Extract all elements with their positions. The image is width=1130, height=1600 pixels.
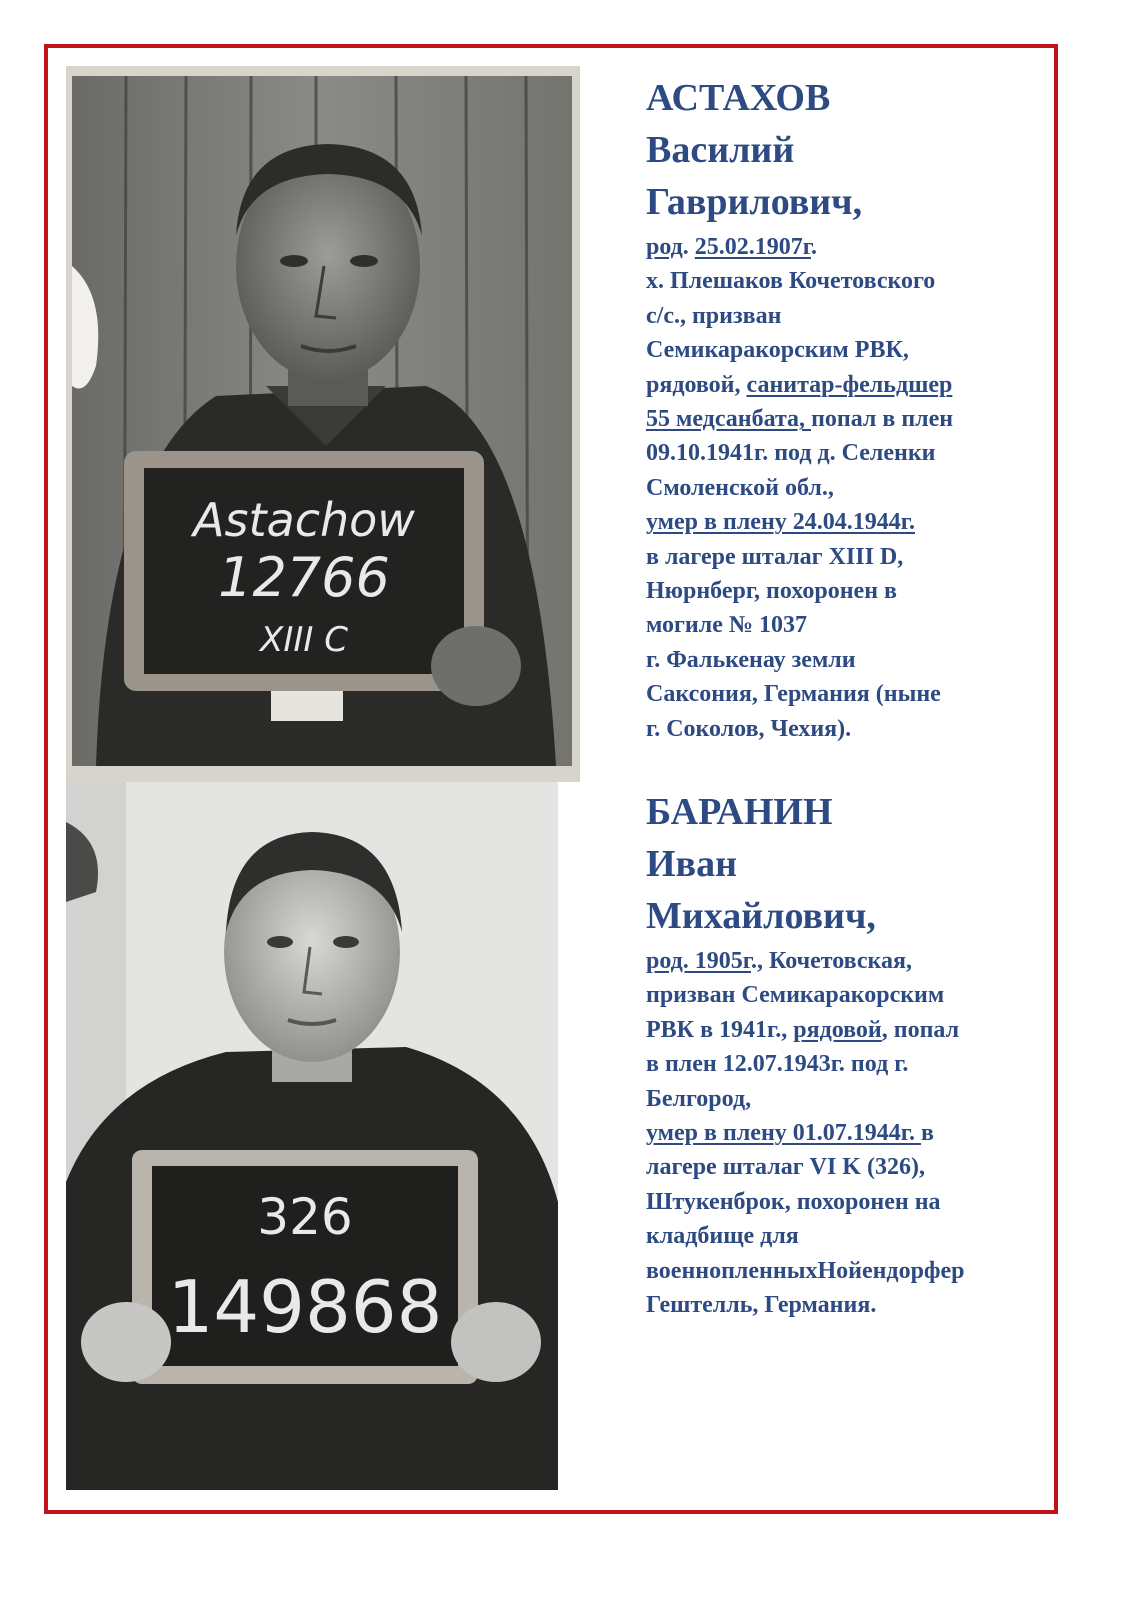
detail-line	[646, 677, 1046, 711]
detail-text: Саксония, Германия (ныне	[646, 681, 941, 708]
patronymic: Михайлович,	[646, 895, 876, 937]
prisoner-photo-astakhov	[66, 66, 580, 782]
detail-text: .	[682, 234, 695, 260]
entry-astakhov	[646, 72, 1046, 746]
detail-text: могиле № 1037	[646, 612, 807, 639]
underlined-text: род	[646, 234, 683, 260]
detail-line	[646, 333, 1046, 367]
detail-text: Гештелль, Германия.	[646, 1292, 877, 1319]
detail-line	[646, 540, 1046, 574]
detail-line	[646, 643, 1046, 677]
detail-line	[646, 1116, 1046, 1150]
first-name: Иван	[646, 843, 737, 885]
detail-line	[646, 436, 1046, 470]
underlined-text: умер в плену 01.07.1944г.	[646, 1120, 921, 1147]
detail-text: в плен 12.07.1943г. под г.	[646, 1051, 909, 1078]
detail-text: , попал	[881, 1016, 960, 1043]
detail-line	[646, 299, 1046, 333]
detail-line	[646, 368, 1046, 402]
prisoner-photo-baranin	[66, 782, 558, 1490]
detail-text: Штукенброк, похоронен на	[646, 1188, 941, 1215]
detail-line	[646, 505, 1046, 539]
underlined-text: 25.02.1907г	[694, 234, 811, 260]
detail-line	[646, 608, 1046, 642]
surname: АСТАХОВ	[646, 77, 831, 119]
detail-line	[646, 1254, 1046, 1288]
slate-text-line1: Astachow	[193, 493, 415, 547]
detail-line	[646, 1150, 1046, 1184]
biography-text	[646, 230, 1046, 746]
detail-line	[646, 1288, 1046, 1322]
detail-text: РВК в 1941г.,	[646, 1016, 794, 1043]
detail-text: ., Кочетовская,	[751, 948, 913, 974]
detail-text: призван Семикаракорским	[646, 982, 945, 1009]
detail-text: с/с., призван	[646, 302, 782, 329]
detail-line	[646, 574, 1046, 608]
detail-line	[646, 1219, 1046, 1253]
detail-line	[646, 230, 1046, 264]
detail-text: рядовой,	[646, 371, 747, 398]
detail-text: в	[920, 1120, 934, 1147]
patronymic: Гаврилович,	[646, 181, 863, 223]
detail-text: х. Плешаков Кочетовского	[646, 268, 936, 295]
detail-text: Семикаракорским РВК,	[646, 337, 909, 364]
detail-text: Нюрнберг, похоронен в	[646, 578, 897, 605]
surname: БАРАНИН	[646, 791, 833, 833]
detail-line	[646, 1185, 1046, 1219]
entry-baranin	[646, 786, 1046, 1322]
underlined-text: 55 медсанбата,	[646, 406, 812, 433]
detail-line	[646, 978, 1046, 1012]
first-name: Василий	[646, 129, 795, 171]
detail-line	[646, 471, 1046, 505]
detail-text: в лагере шталаг XIII D,	[646, 543, 904, 570]
underlined-text: умер в плену 24.04.1944г.	[646, 509, 915, 536]
detail-line	[646, 1082, 1046, 1116]
detail-text: г. Фалькенау земли	[646, 646, 856, 673]
detail-text: военнопленныхНойендорфер	[646, 1257, 965, 1284]
underlined-text: рядовой	[793, 1016, 882, 1043]
detail-line	[646, 264, 1046, 298]
detail-line	[646, 1013, 1046, 1047]
detail-line	[646, 712, 1046, 746]
detail-text: г. Соколов, Чехия).	[646, 715, 852, 742]
detail-text: Смоленской обл.,	[646, 474, 834, 501]
slate-text-line2: 12766	[218, 546, 390, 609]
slate-text-line1: 326	[257, 1188, 353, 1246]
detail-text: 09.10.1941г. под д. Селенки	[646, 440, 936, 467]
detail-line	[646, 402, 1046, 436]
biography-text	[646, 944, 1046, 1322]
detail-line	[646, 944, 1046, 978]
detail-text: .	[811, 234, 817, 260]
detail-text: Белгород,	[646, 1085, 752, 1112]
underlined-text: род. 1905г	[646, 948, 751, 974]
detail-text: кладбище для	[646, 1223, 799, 1250]
underlined-text: санитар-фельдшер	[746, 371, 953, 398]
detail-text: попал в плен	[811, 406, 954, 433]
detail-text: лагере шталаг VI K (326),	[646, 1154, 925, 1181]
slate-text-line3: XIII C	[260, 620, 348, 660]
slate-text-line2: 149868	[167, 1265, 443, 1349]
detail-line	[646, 1047, 1046, 1081]
